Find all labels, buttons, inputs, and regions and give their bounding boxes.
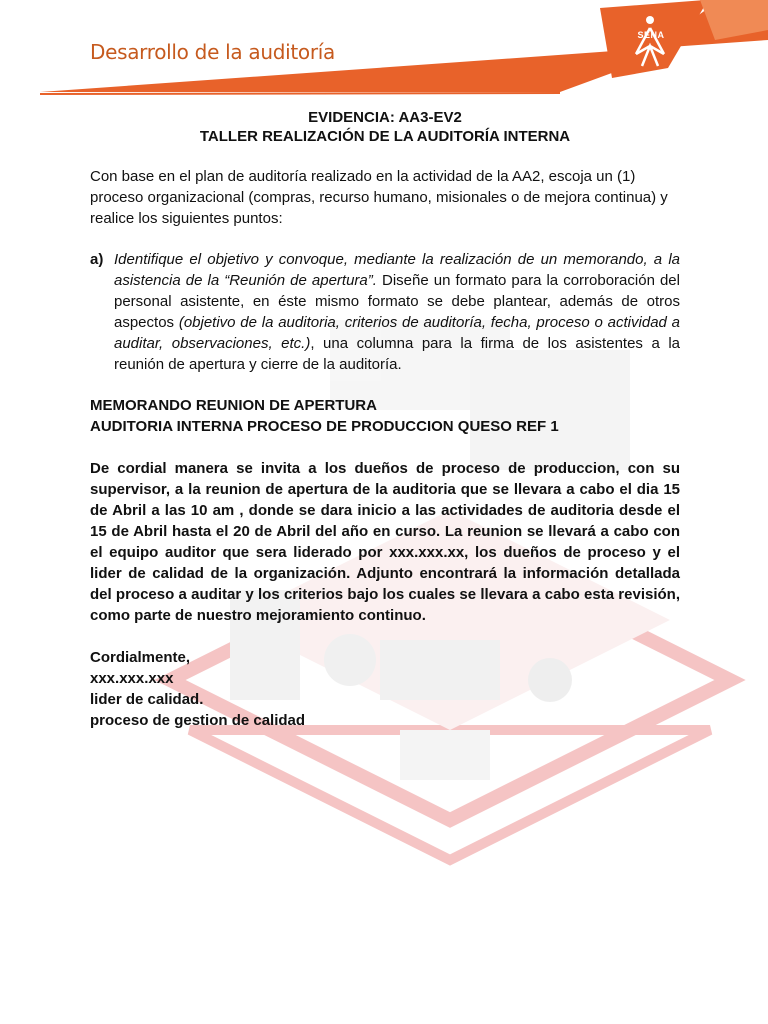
document-subtitle: TALLER REALIZACIÓN DE LA AUDITORÍA INTERNA — [199, 128, 571, 145]
signoff-name: xxx.xxx.xxx — [90, 670, 174, 687]
signoff-closing: Cordialmente, — [90, 649, 191, 666]
memo-heading-line-1: MEMORANDO REUNION DE APERTURA — [90, 397, 377, 414]
signoff-role: lider de calidad. — [90, 691, 204, 708]
item-text-2: , una columna para la firma de los asistentes a la reunión de apertura y cierre de la auditoría. — [114, 335, 680, 373]
header-title: Desarrollo de la auditoría — [90, 40, 336, 64]
sena-logo — [620, 14, 680, 74]
intro-paragraph: Con base en el plan de auditoría realizado en la actividad de la AA2, escoja un (1) proceso organizacional (compras, recurso humano, misionales o de mejora continua) y realice los siguientes puntos: — [90, 168, 668, 227]
logo-text: SENA — [637, 30, 665, 40]
item-label: a) — [90, 251, 104, 268]
task-item-a — [90, 249, 680, 375]
memo-signoff — [90, 647, 680, 731]
document-title-block — [90, 108, 680, 146]
page-header — [0, 0, 768, 100]
item-text-1: Diseñe un formato para la corroboración del personal asistente, en éste mismo formato se debe plantear, además de otros aspectos — [114, 272, 680, 331]
item-italic-2: (objetivo de la auditoria, criterios de auditoría, fecha, proceso o actividad a auditar, observaciones, etc.) — [114, 314, 680, 352]
memo-heading-line-2: AUDITORIA INTERNA PROCESO DE PRODUCCION QUESO REF 1 — [90, 418, 559, 435]
memo-body: De cordial manera se invita a los dueños de proceso de produccion, con su supervisor, a la reunion de apertura de la auditoria que se llevara a cabo el dia 15 de Abril a las 10 am , donde se dara inicio a las actividades de auditoria desde el 15 de Abril hasta el 20 de Abril del año en curso. La reunion se llevará a cabo con el equipo auditor que sera liderado por xxx.xxx.xx, los dueños de proceso y el lider de calidad de la organización. Adjunto encontrará la información detallada del proceso a auditar y los criterios bajo los cuales se llevara a cabo esta revisión, como parte de nuestro mejoramiento continuo. — [90, 460, 680, 624]
memo-heading — [90, 395, 680, 437]
document-content — [90, 108, 680, 731]
item-italic-1: Identifique el objetivo y convoque, mediante la realización de un memorando, a la asistencia de la “Reunión de apertura”. — [114, 251, 680, 289]
document-title: EVIDENCIA: AA3-EV2 — [308, 109, 462, 126]
item-text — [114, 249, 680, 375]
signoff-department: proceso de gestion de calidad — [90, 712, 306, 729]
